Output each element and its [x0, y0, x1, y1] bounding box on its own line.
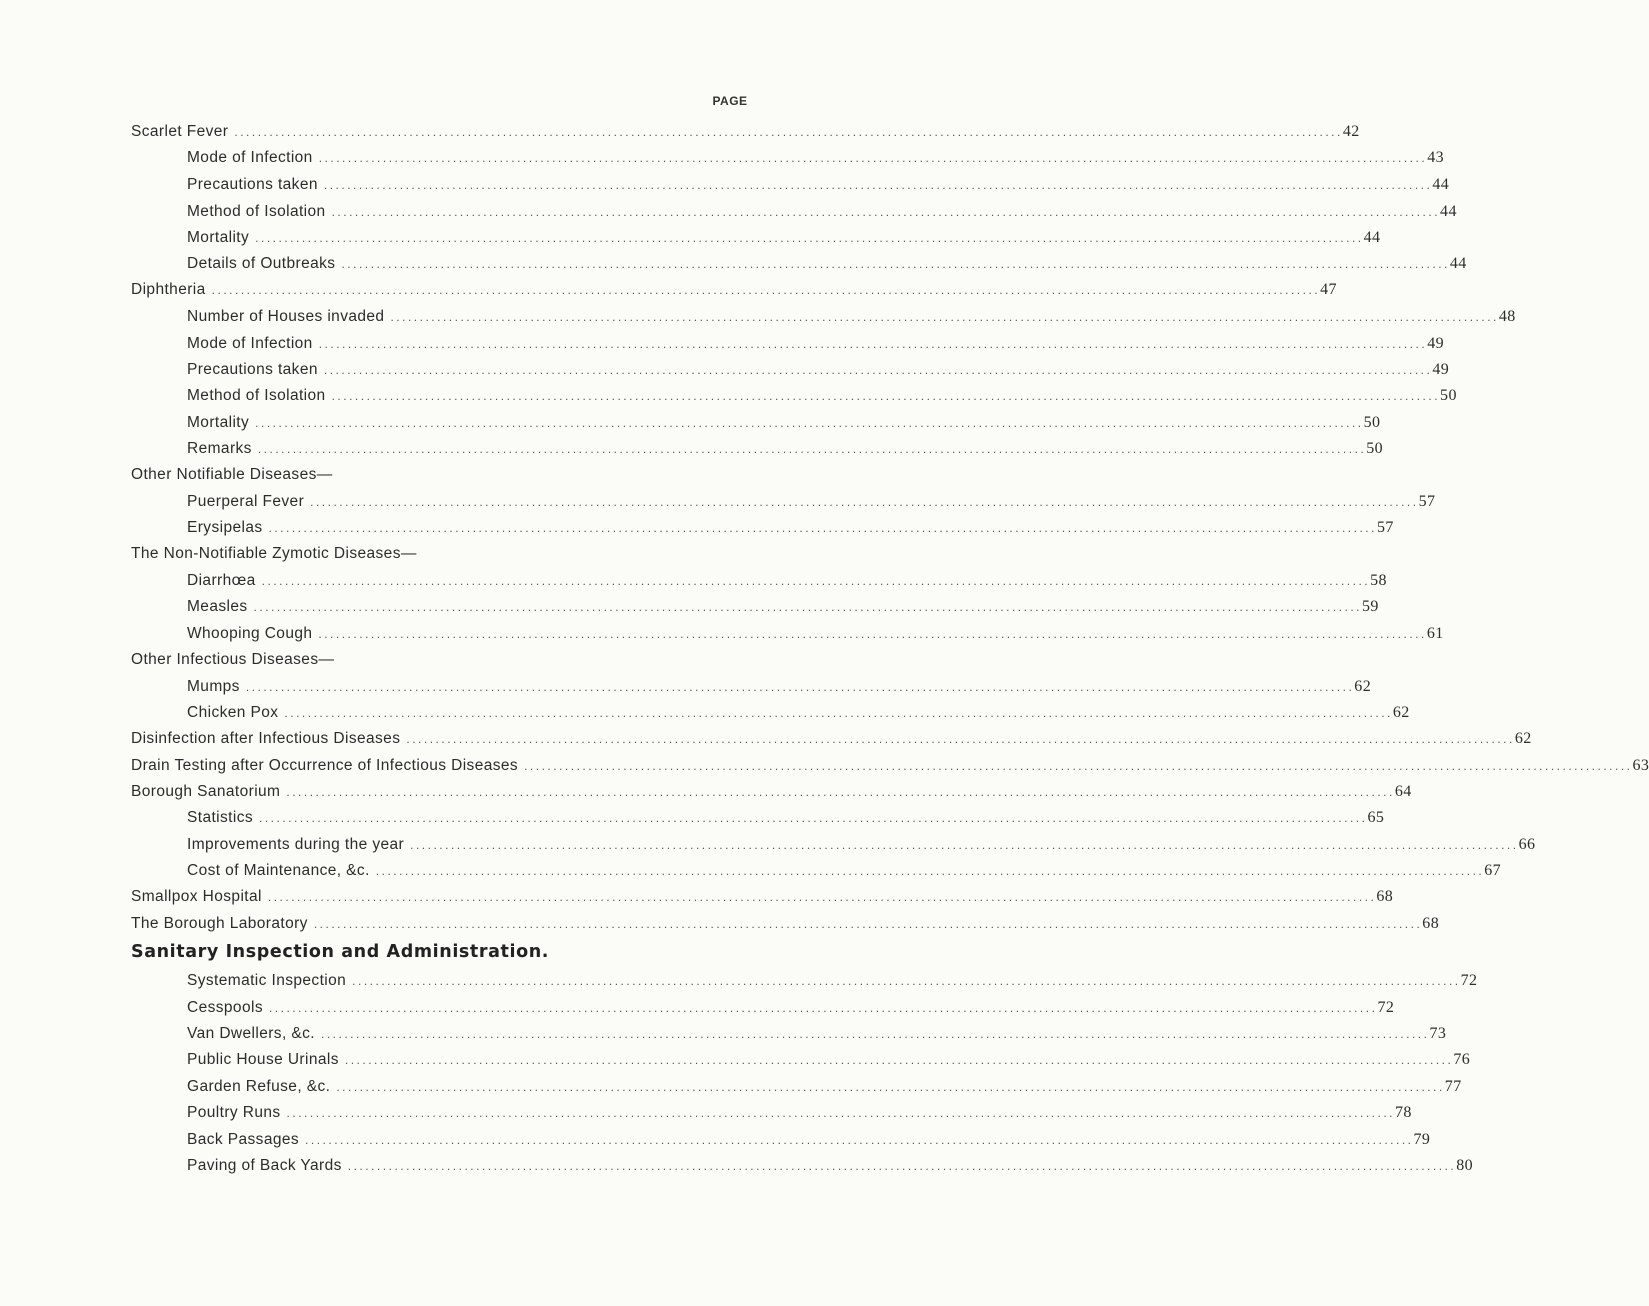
- toc-entry: [187, 1047, 1471, 1073]
- section-heading: Sanitary Inspection and Administration.: [131, 942, 550, 962]
- toc-entry-title: Mumps: [187, 678, 240, 695]
- dot-leader: ..............................................................................................................................................................................................: [267, 890, 1377, 904]
- toc-entry-title: Statistics: [187, 809, 254, 826]
- toc-entry: [187, 621, 1444, 647]
- toc-entry: [187, 594, 1379, 620]
- toc-entry: [187, 145, 1444, 171]
- toc-entry-page: 43: [1427, 149, 1444, 166]
- toc-entry: [187, 225, 1381, 251]
- dot-leader: ..............................................................................................................................................................................................: [211, 283, 1321, 297]
- toc-entry-page: 50: [1363, 414, 1381, 431]
- dot-leader: ..............................................................................................................................................................................................: [259, 811, 1368, 825]
- toc-entry: [187, 1127, 1431, 1153]
- toc-entry-page: 68: [1422, 915, 1440, 932]
- toc-entry-title: Back Passages: [187, 1131, 300, 1148]
- toc-entry-page: 76: [1453, 1051, 1471, 1068]
- toc-entry-page: 57: [1376, 519, 1394, 536]
- dot-leader: ..............................................................................................................................................................................................: [318, 337, 1428, 351]
- dot-leader: ..............................................................................................................................................................................................: [255, 416, 1364, 430]
- toc-entry-title: Number of Houses invaded: [187, 308, 385, 325]
- toc-entry: [131, 277, 1337, 303]
- toc-entry: [187, 858, 1502, 884]
- dot-leader: ..............................................................................................................................................................................................: [375, 864, 1485, 878]
- toc-entry: [187, 568, 1387, 594]
- toc-entry-page: 44: [1363, 229, 1381, 246]
- dot-leader: ..............................................................................................................................................................................................: [406, 732, 1515, 746]
- toc-entry-page: 59: [1362, 598, 1379, 615]
- toc-entry: [187, 805, 1385, 831]
- toc-entry: [187, 968, 1478, 994]
- toc-entry-title: The Non-Notifiable Zymotic Diseases—: [131, 545, 417, 562]
- toc-entry-title: Garden Refuse, &c.: [187, 1078, 331, 1095]
- toc-entry-title: Method of Isolation: [187, 203, 326, 220]
- dot-leader: ..............................................................................................................................................................................................: [253, 600, 1362, 614]
- dot-leader: ..............................................................................................................................................................................................: [318, 627, 1427, 641]
- toc-entry: [187, 331, 1444, 357]
- toc-entry: [187, 489, 1436, 515]
- toc-entry: [187, 304, 1516, 330]
- toc-entry-page: 80: [1456, 1157, 1474, 1174]
- toc-entry: [131, 541, 760, 567]
- toc-entry-title: Borough Sanatorium: [131, 783, 281, 800]
- toc-entry-page: 72: [1377, 999, 1395, 1016]
- toc-entry: [187, 251, 1467, 277]
- toc-entry-title: Mode of Infection: [187, 149, 313, 166]
- toc-entry: [187, 1074, 1462, 1100]
- dot-leader: ..............................................................................................................................................................................................: [331, 205, 1441, 219]
- toc-entry: [187, 515, 1394, 541]
- toc-entry: [131, 119, 1360, 145]
- toc-entry: [131, 726, 1532, 752]
- toc-entry-page: 49: [1427, 335, 1444, 352]
- dot-leader: ..............................................................................................................................................................................................: [305, 1133, 1414, 1147]
- toc-entry: [187, 436, 1384, 462]
- dot-leader: ..............................................................................................................................................................................................: [323, 363, 1433, 377]
- toc-entry-page: 44: [1440, 203, 1457, 220]
- toc-entry-title: Paving of Back Yards: [187, 1157, 342, 1174]
- dot-leader: ..............................................................................................................................................................................................: [257, 442, 1367, 456]
- dot-leader: ..............................................................................................................................................................................................: [310, 495, 1419, 509]
- toc-entry: [131, 884, 1394, 910]
- toc-entry-title: Chicken Pox: [187, 704, 279, 721]
- toc-entry-title: Diarrhœa: [187, 572, 256, 589]
- toc-entry-title: Precautions taken: [187, 176, 318, 193]
- toc-entry-title: Drain Testing after Occurrence of Infectious Diseases: [131, 757, 519, 774]
- toc-entry-page: 73: [1429, 1025, 1447, 1042]
- toc-entry-page: 44: [1449, 255, 1467, 272]
- dot-leader: ..............................................................................................................................................................................................: [234, 125, 1343, 139]
- toc-entry: [131, 753, 1649, 779]
- toc-entry: [187, 1100, 1412, 1126]
- dot-leader: ..............................................................................................................................................................................................: [261, 574, 1371, 588]
- toc-entry-title: Poultry Runs: [187, 1104, 281, 1121]
- dot-leader: ..............................................................................................................................................................................................: [320, 1027, 1430, 1041]
- toc-entry-title: Precautions taken: [187, 361, 318, 378]
- toc-entry: [187, 383, 1457, 409]
- toc-entry-title: Method of Isolation: [187, 387, 326, 404]
- dot-leader: ..............................................................................................................................................................................................: [323, 178, 1433, 192]
- toc-entry-page: 77: [1444, 1078, 1462, 1095]
- toc-entry: [187, 410, 1381, 436]
- toc-entry-page: 68: [1376, 888, 1394, 905]
- toc-entry-title: Measles: [187, 598, 248, 615]
- toc-entry-title: Cost of Maintenance, &c.: [187, 862, 370, 879]
- toc-entry: [187, 832, 1536, 858]
- dot-leader: ..............................................................................................................................................................................................: [268, 521, 1377, 535]
- toc-entry-page: 72: [1460, 972, 1478, 989]
- toc-entry-page: 66: [1518, 836, 1536, 853]
- dot-leader: ..............................................................................................................................................................................................: [318, 151, 1428, 165]
- toc-entry-page: 78: [1395, 1104, 1412, 1121]
- toc-entry-title: Systematic Inspection: [187, 972, 347, 989]
- toc-entry: [187, 1021, 1447, 1047]
- toc-entry-title: Puerperal Fever: [187, 493, 305, 510]
- toc-entry-title: Smallpox Hospital: [131, 888, 262, 905]
- toc-entry-page: 57: [1418, 493, 1436, 510]
- toc-entry-title: Cesspools: [187, 999, 263, 1016]
- dot-leader: ..............................................................................................................................................................................................: [390, 310, 1499, 324]
- toc-entry-title: Scarlet Fever: [131, 123, 229, 140]
- toc-entry-title: The Borough Laboratory: [131, 915, 308, 932]
- toc-entry-page: 42: [1342, 123, 1360, 140]
- toc-entry-page: 50: [1366, 440, 1384, 457]
- toc-entry: [187, 995, 1395, 1021]
- toc-entry-page: 67: [1484, 862, 1502, 879]
- toc-entry-title: Disinfection after Infectious Diseases: [131, 730, 401, 747]
- toc-entry-title: Mode of Infection: [187, 335, 313, 352]
- dot-leader: ..............................................................................................................................................................................................: [344, 1053, 1454, 1067]
- toc-entry: [131, 462, 760, 488]
- toc-entry-title: Other Infectious Diseases—: [131, 651, 335, 668]
- toc-entry: [187, 674, 1372, 700]
- toc-entry: [187, 700, 1410, 726]
- dot-leader: ..............................................................................................................................................................................................: [336, 1080, 1445, 1094]
- toc-entry-page: 48: [1498, 308, 1516, 325]
- toc-entry-page: 79: [1413, 1131, 1431, 1148]
- dot-leader: ..............................................................................................................................................................................................: [410, 838, 1519, 852]
- toc-entry-title: Details of Outbreaks: [187, 255, 336, 272]
- dot-leader: ..............................................................................................................................................................................................: [255, 231, 1364, 245]
- dot-leader: ..............................................................................................................................................................................................: [286, 785, 1395, 799]
- dot-leader: ..............................................................................................................................................................................................: [524, 759, 1633, 773]
- toc-entry: [187, 199, 1457, 225]
- toc-entry-title: Other Notifiable Diseases—: [131, 466, 333, 483]
- toc-entry: [131, 911, 1440, 937]
- toc-entry-page: 47: [1320, 281, 1337, 298]
- toc-entry-title: Whooping Cough: [187, 625, 313, 642]
- dot-leader: ..............................................................................................................................................................................................: [313, 917, 1423, 931]
- page-column-label: PAGE: [712, 94, 748, 108]
- toc-entry-page: 62: [1514, 730, 1532, 747]
- toc-entry-page: 62: [1392, 704, 1410, 721]
- toc-entry: [131, 647, 760, 673]
- toc-entry: [187, 357, 1450, 383]
- toc-entry-title: Mortality: [187, 414, 250, 431]
- dot-leader: ..............................................................................................................................................................................................: [245, 680, 1355, 694]
- toc-entry-page: 50: [1440, 387, 1457, 404]
- toc-entry: [131, 779, 1412, 805]
- toc-entry-page: 61: [1426, 625, 1444, 642]
- toc-entry-title: Public House Urinals: [187, 1051, 339, 1068]
- dot-leader: ..............................................................................................................................................................................................: [286, 1106, 1396, 1120]
- dot-leader: ..............................................................................................................................................................................................: [284, 706, 1393, 720]
- dot-leader: ..............................................................................................................................................................................................: [341, 257, 1450, 271]
- dot-leader: ..............................................................................................................................................................................................: [347, 1159, 1457, 1173]
- toc-entry-title: Diphtheria: [131, 281, 206, 298]
- toc-entry: [187, 1153, 1474, 1179]
- toc-entry-page: 64: [1394, 783, 1412, 800]
- toc-entry: [187, 172, 1450, 198]
- toc-entry-page: 58: [1370, 572, 1387, 589]
- dot-leader: ..............................................................................................................................................................................................: [331, 389, 1441, 403]
- toc-entry-page: 62: [1354, 678, 1372, 695]
- toc-entry-page: 49: [1432, 361, 1450, 378]
- dot-leader: ..............................................................................................................................................................................................: [268, 1001, 1378, 1015]
- toc-entry-title: Improvements during the year: [187, 836, 405, 853]
- dot-leader: ..............................................................................................................................................................................................: [352, 974, 1461, 988]
- toc-entry-title: Van Dwellers, &c.: [187, 1025, 315, 1042]
- toc-entry-title: Erysipelas: [187, 519, 263, 536]
- toc-entry-page: 65: [1367, 809, 1385, 826]
- toc-entry-page: 44: [1432, 176, 1450, 193]
- toc-entry-title: Mortality: [187, 229, 250, 246]
- toc-entry-page: 63: [1632, 757, 1649, 774]
- toc-entry-title: Remarks: [187, 440, 252, 457]
